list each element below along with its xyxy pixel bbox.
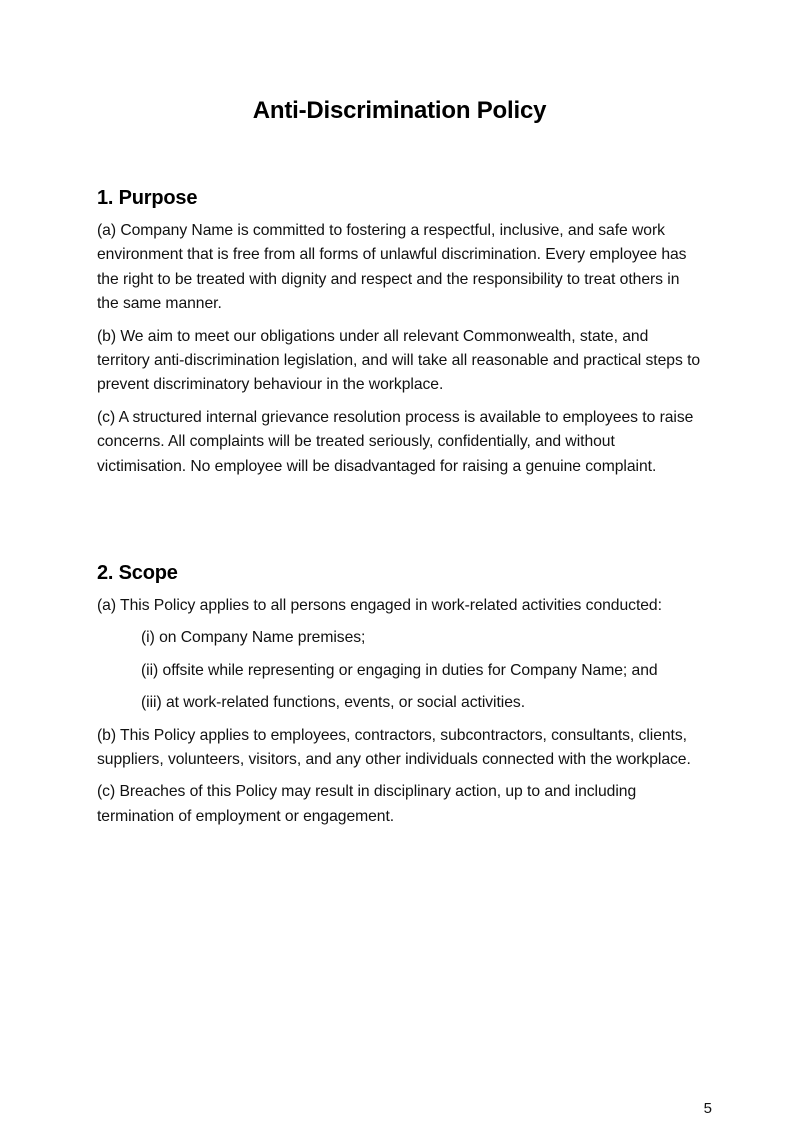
document-title: Anti-Discrimination Policy	[252, 97, 547, 124]
purpose-paragraph-a: (a) Company Name is committed to fostering a respectful, inclusive, and safe work environment that is free from all forms of unlawful discrimination. Every employee has the right to be treated with dignity and respect and the responsibility to treat others in the same manner.	[97, 222, 687, 313]
purpose-paragraph-c: (c) A structured internal grievance resolution process is available to employees to raise concerns. All complaints will be treated seriously, confidentially, and without victimisation. No employee will be disadvantaged for raising a genuine complaint.	[97, 408, 694, 475]
scope-subitem-i: (i) on Company Name premises;	[141, 629, 366, 647]
scope-paragraph-b: (b) This Policy applies to employees, contractors, subcontractors, consultants, clients, suppliers, volunteers, visitors, and any other individuals connected with the workplace.	[97, 726, 691, 769]
section-scope	[97, 558, 702, 837]
section-heading-scope: 2. Scope	[97, 562, 178, 584]
document-page	[97, 0, 702, 1130]
scope-subitem-ii: (ii) offsite while representing or engaging in duties for Company Name; and	[141, 661, 658, 679]
section-heading-purpose: 1. Purpose	[97, 187, 198, 209]
scope-paragraph-c: (c) Breaches of this Policy may result in disciplinary action, up to and including termination of employment or engagement.	[97, 783, 637, 825]
page-number: 5	[703, 1100, 712, 1117]
section-purpose	[97, 183, 702, 487]
purpose-paragraph-b: (b) We aim to meet our obligations under all relevant Commonwealth, state, and territory anti-discrimination legislation, and will take all reasonable and practical steps to prevent discriminatory behaviour in the workplace.	[97, 327, 701, 394]
scope-subitem-iii: (iii) at work-related functions, events, or social activities.	[141, 694, 526, 712]
scope-paragraph-a: (a) This Policy applies to all persons engaged in work-related activities conducted:	[97, 597, 662, 614]
